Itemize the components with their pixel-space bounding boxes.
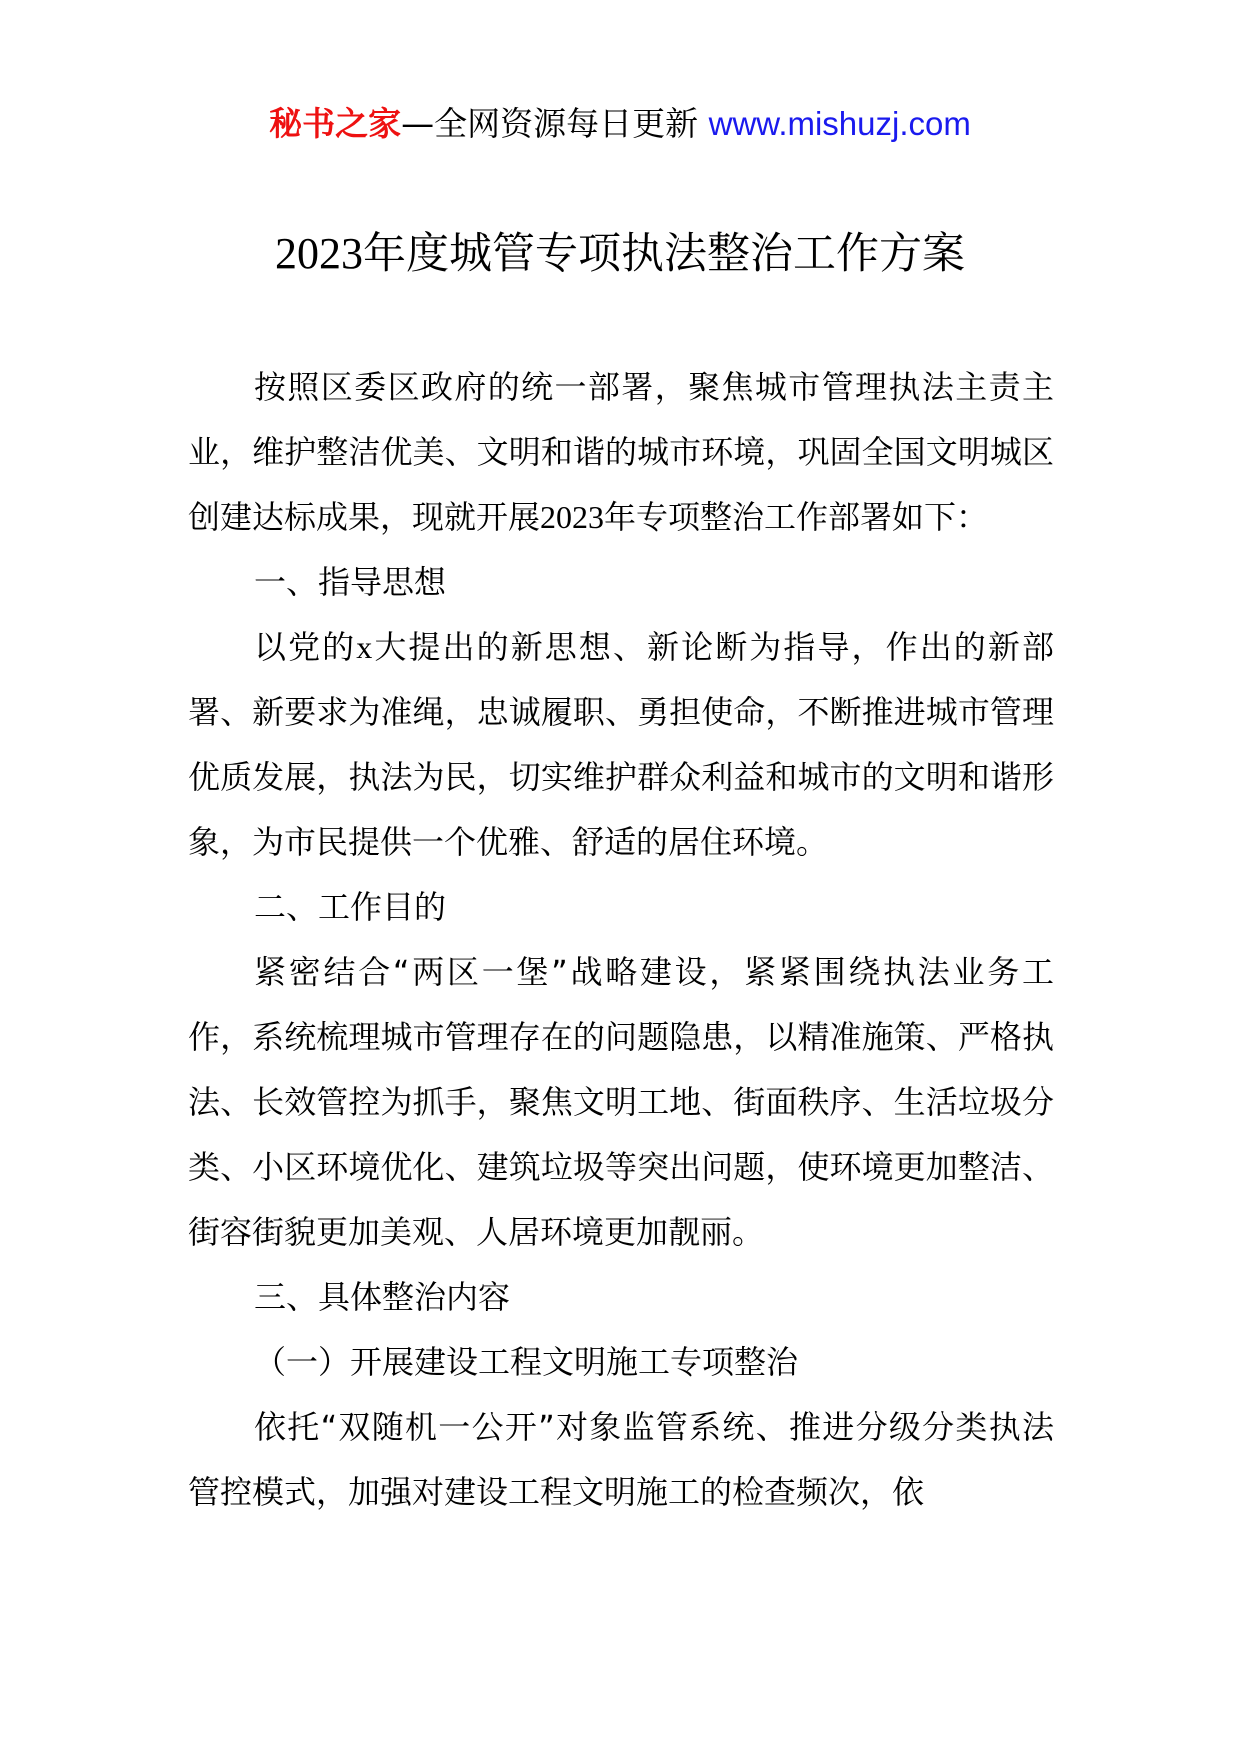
section2-paragraph: 紧密结合“两区一堡”战略建设，紧紧围绕执法业务工作，系统梳理城市管理存在的问题隐患，以精准施策、严格执法、长效管控为抓手，聚焦文明工地、街面秩序、生活垃圾分类、小区环境优化、建筑垃圾等突出问题，使环境更加整洁、街容街貌更加美观、人居环境更加靓丽。	[188, 953, 1054, 1251]
subsection1-heading: （一）开展建设工程文明施工专项整治	[254, 1343, 799, 1381]
section1-text-a: 以党的	[254, 628, 357, 666]
title-year: 2023	[275, 229, 363, 278]
intro-text-b: 年专项整治工作部署如下：	[604, 498, 989, 536]
document-body	[188, 355, 1054, 1525]
site-name: 秘书之家	[269, 104, 402, 143]
intro-paragraph	[188, 355, 1054, 550]
title-text: 年度城管专项执法整治工作方案	[363, 229, 965, 279]
section3-heading: 三、具体整治内容	[254, 1278, 511, 1316]
section2-heading: 二、工作目的	[254, 888, 447, 926]
section1-heading: 一、指导思想	[254, 563, 447, 601]
site-tagline: —全网资源每日更新	[401, 104, 699, 143]
intro-text-a: 按照区委区政府的统一部署，聚焦城市管理执法主责主业，维护整洁优美、文明和谐的城市环境，巩固全国文明城区创建达标成果，现就开展	[188, 368, 1054, 536]
intro-year: 2023	[540, 499, 605, 535]
section1-x: x	[356, 629, 373, 665]
document-title	[0, 224, 1240, 284]
section1-text-b: 大提出的新思想、新论断为指导，作出的新部署、新要求为准绳，忠诚履职、勇担使命，不断推进城市管理优质发展，执法为民，切实维护群众利益和城市的文明和谐形象，为市民提供一个优雅、舒适的居住环境。	[188, 628, 1054, 861]
subsection1-paragraph: 依托“双随机一公开”对象监管系统、推进分级分类执法管控模式，加强对建设工程文明施工的检查频次，依	[188, 1408, 1054, 1511]
section1-paragraph	[188, 615, 1054, 875]
site-banner	[0, 98, 1240, 150]
site-url-link[interactable]: www.mishuzj.com	[708, 105, 971, 142]
